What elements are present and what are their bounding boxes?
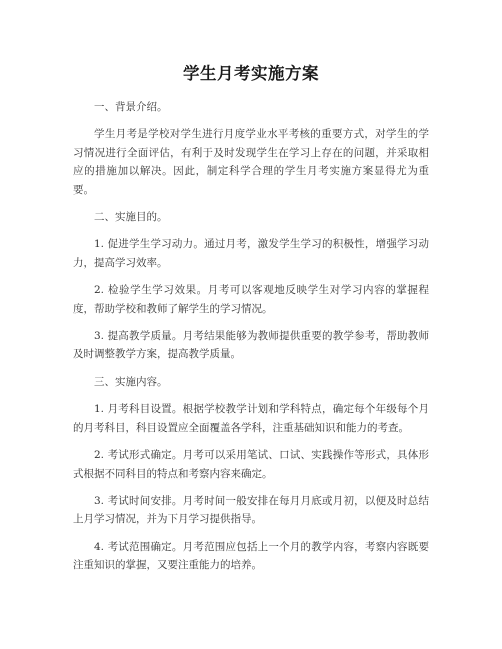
- section-heading-content: 三、实施内容。: [94, 375, 168, 388]
- paragraph: 1. 月考科目设置。根据学校教学计划和学科特点，确定每个年级每个月的月考科目，科目设置应全面覆盖各学科，注重基础知识和能力的考查。: [73, 403, 429, 434]
- document-title: 学生月考实施方案: [183, 64, 319, 83]
- paragraph: 2. 检验学生学习效果。月考可以客观地反映学生对学习内容的掌握程度，帮助学校和教师了解学生的学习情况。: [73, 284, 429, 315]
- section-heading-purpose: 二、实施目的。: [94, 211, 168, 224]
- section-heading-background: 一、背景介绍。: [94, 101, 168, 113]
- paragraph: 4. 考试范围确定。月考范围应包括上一个月的教学内容，考察内容既要注重知识的掌握，又要注重能力的培养。: [73, 540, 429, 572]
- paragraph: 学生月考是学校对学生进行月度学业水平考核的重要方式，对学生的学习情况进行全面评估，有利于及时发现学生在学习上存在的问题，并采取相应的措施加以解决。因此，制定科学合理的学生月考实施方案显得尤为重要。: [73, 128, 429, 196]
- paragraph: 2. 考试形式确定。月考可以采用笔试、口试、实践操作等形式，具体形式根据不同科目的特点和考察内容来确定。: [73, 449, 429, 480]
- paragraph: 3. 提高教学质量。月考结果能够为教师提供重要的教学参考，帮助教师及时调整教学方案，提高教学质量。: [73, 330, 429, 361]
- document-body: [73, 98, 429, 575]
- paragraph: 3. 考试时间安排。月考时间一般安排在每月月底或月初，以便及时总结上月学习情况，并为下月学习提供指导。: [73, 494, 429, 526]
- paragraph: 1. 促进学生学习动力。通过月考，激发学生学习的积极性，增强学习动力，提高学习效率。: [73, 238, 429, 269]
